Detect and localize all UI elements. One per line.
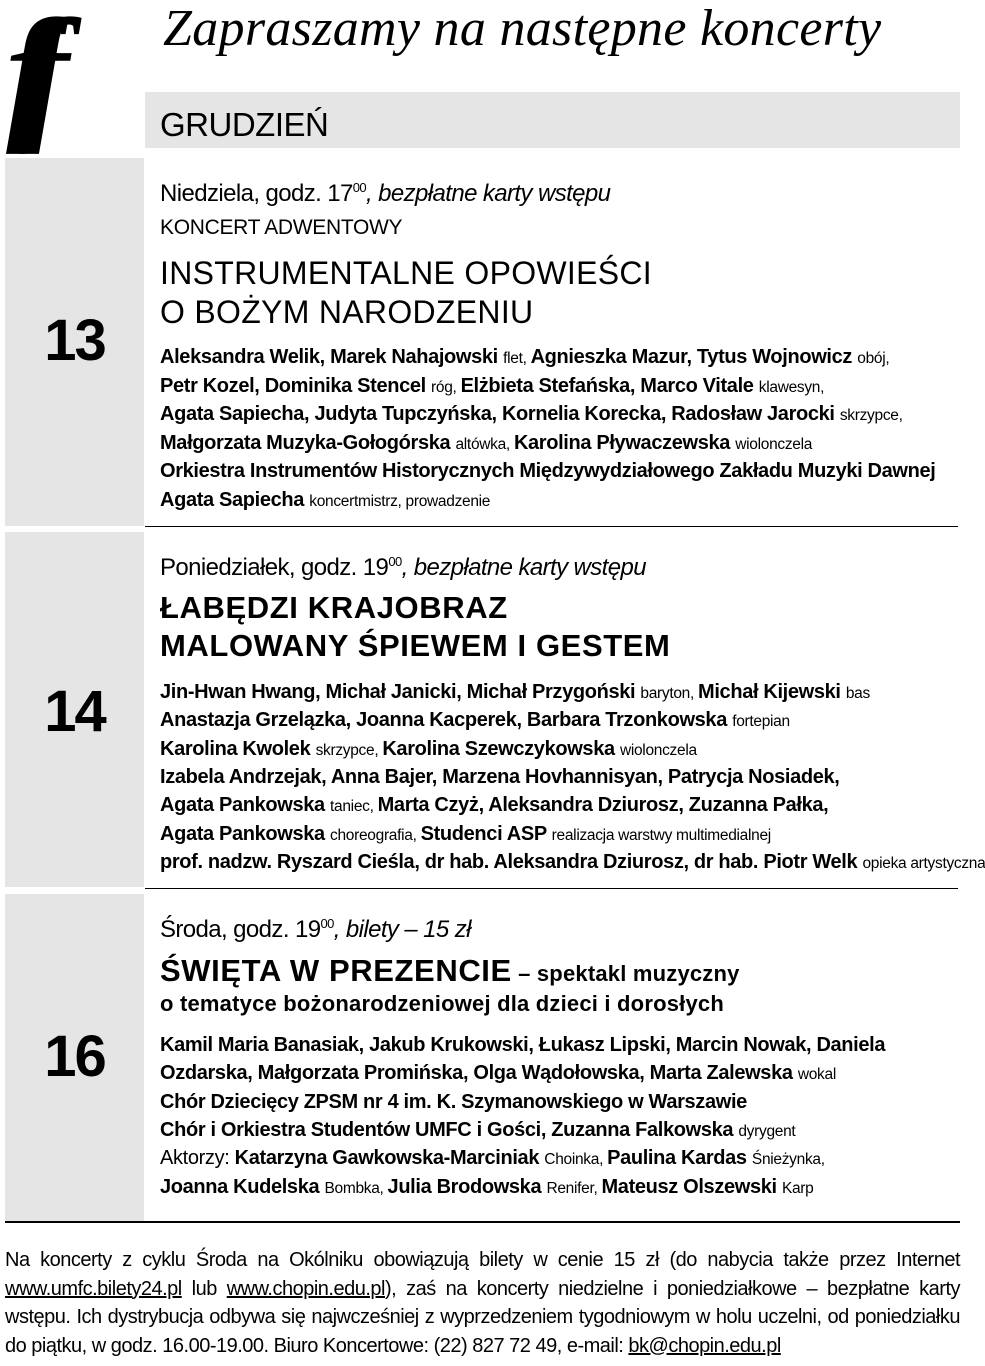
time-suffix: , bezpłatne karty wstępu (366, 180, 611, 207)
ff-logo: ff (6, 0, 36, 155)
performer-names: Petr Kozel, Dominika Stencel (160, 374, 432, 397)
performer-line (160, 679, 870, 707)
performer-role: wiolonczela (619, 741, 697, 759)
performer-names: Małgorzata Muzyka-Gołogórska (160, 431, 456, 454)
performer-names: Anastazja Grzelązka, Joanna Kacperek, Barbara Trzonkowska (160, 709, 733, 732)
performer-line (160, 1089, 747, 1115)
performer-role: skrzypce, (839, 407, 903, 425)
performer-names: Katarzyna Gawkowska-Marciniak (234, 1147, 545, 1170)
time-minutes: 00 (320, 916, 334, 931)
performer-role: klawesyn, (758, 378, 825, 396)
performer-role: dyrygent (738, 1122, 796, 1140)
performer-line (160, 1117, 795, 1145)
performer-line (160, 792, 828, 820)
performer-names: Joanna Kudelska (160, 1175, 325, 1198)
performer-role: realizacja warstwy multimedialnej (551, 826, 771, 844)
performer-names: Aleksandra Welik, Marek Nahajowski (160, 346, 504, 368)
performer-names: Michał Kijewski (698, 681, 846, 703)
performer-line (160, 430, 812, 458)
performer-names: Karolina Kwolek (160, 737, 316, 760)
performer-role: Bombka, (324, 1179, 388, 1197)
performer-line (160, 1174, 813, 1202)
event-16 (160, 908, 960, 1218)
date-cell-14 (5, 532, 144, 887)
performer-names: Karolina Szewczykowska (382, 737, 620, 760)
performer-role: koncertmistrz, prowadzenie (309, 493, 491, 510)
month-label: GRUDZIEŃ (160, 106, 329, 143)
performer-names: Julia Brodowska (387, 1175, 547, 1198)
event-title-main: ŚWIĘTA W PREZENCIE (160, 953, 512, 988)
performer-line (160, 707, 790, 735)
event-separator (145, 888, 958, 889)
performer-line (160, 764, 840, 790)
event-subtitle: o tematyce bożonarodzeniowej dla dzieci i dorosłych (160, 991, 724, 1016)
footer-divider (5, 1221, 960, 1223)
performer-role: flet, (503, 350, 531, 367)
performer-line (160, 487, 490, 515)
performer-names: Agata Sapiecha (160, 489, 310, 511)
footer-text: ), zaś na koncerty niedzielne i poniedziałkowe – bezpłatne karty wstępu. Ich dystrybucja odbywa się najwcześniej z wyprzedzeniem tygodniowym w holu uczelni, od poniedziałku do piątku, w godz. 16.00-19.00. Biuro Koncertowe: (22) 827 72 49, e-mail: (5, 1277, 961, 1357)
performer-names: Paulina Kardas (607, 1147, 752, 1170)
performer-line (160, 1060, 836, 1088)
date-cell-16 (5, 894, 144, 1221)
time-prefix: Poniedziałek, godz. 19 (160, 554, 389, 581)
performer-names: Agnieszka Mazur, Tytus Wojnowicz (530, 346, 858, 368)
performer-role: wiolonczela (735, 435, 813, 453)
performer-names: Kamil Maria Banasiak, Jakub Krukowski, Łukasz Lipski, Marcin Nowak, Daniela (160, 1034, 886, 1056)
performer-names: Orkiestra Instrumentów Historycznych Międzywydziałowego Zakładu Muzyki Dawnej (160, 460, 936, 483)
link-bilety24[interactable]: www.umfc.bilety24.pl (5, 1277, 182, 1300)
event-time (160, 910, 471, 944)
performer-line (160, 1032, 885, 1058)
performer-role: choreografia, (330, 826, 421, 844)
event-title-line: O BOŻYM NARODZENIU (160, 294, 534, 330)
performer-names: Chór Dziecięcy ZPSM nr 4 im. K. Szymanowskiego w Warszawie (160, 1090, 747, 1113)
performer-role: taniec, (330, 798, 378, 816)
performer-role: fortepian (732, 713, 790, 731)
performer-role: baryton, (640, 685, 699, 702)
event-title (160, 953, 740, 989)
performer-line (160, 458, 935, 484)
event-title-suffix: – spektakl muzyczny (511, 961, 740, 986)
time-prefix: Niedziela, godz. 17 (160, 180, 353, 207)
performer-names: Studenci ASP (420, 822, 552, 845)
performer-line (160, 849, 985, 877)
performer-names: prof. nadzw. Ryszard Cieśla, dr hab. Aleksandra Dziurosz, dr hab. Piotr Welk (160, 850, 863, 873)
performer-names: Agata Sapiecha, Judyta Tupczyńska, Kornelia Korecka, Radosław Jarocki (160, 403, 840, 426)
event-title-line: MALOWANY ŚPIEWEM I GESTEM (160, 628, 671, 663)
performer-names: Marta Czyż, Aleksandra Dziurosz, Zuzanna Pałka, (377, 794, 829, 817)
footer-info (5, 1246, 960, 1360)
performer-role: wokal (797, 1066, 836, 1084)
performer-heading: Aktorzy: (160, 1147, 235, 1170)
performer-line (160, 401, 903, 429)
event-title-line: INSTRUMENTALNE OPOWIEŚCI (160, 255, 652, 291)
event-13 (160, 170, 960, 520)
performer-role: obój, (857, 350, 890, 367)
performer-role: róg, (431, 378, 461, 396)
event-14 (160, 546, 985, 886)
date-cell-13 (5, 158, 144, 526)
performer-names: Agata Pankowska (160, 822, 331, 845)
performer-line (160, 344, 889, 372)
performer-role: Renifer, (546, 1179, 602, 1197)
performer-role: bas (845, 685, 870, 702)
time-minutes: 00 (352, 180, 366, 195)
event-title-line: ŁABĘDZI KRAJOBRAZ (160, 590, 508, 625)
performer-line (160, 1145, 825, 1173)
time-prefix: Środa, godz. 19 (160, 916, 321, 943)
footer-text: Na koncerty z cyklu Środa na Okólniku obowiązują bilety w cenie 15 zł (do nabycia także przez Internet (5, 1249, 960, 1271)
time-minutes: 00 (388, 554, 402, 569)
performer-role: Śnieżynka, (751, 1151, 825, 1169)
performer-names: Agata Pankowska (160, 794, 331, 817)
performer-role: opieka artystyczna (862, 854, 985, 872)
performer-names: Ozdarska, Małgorzata Promińska, Olga Wądołowska, Marta Zalewska (160, 1062, 798, 1085)
performer-names: Karolina Pływaczewska (513, 431, 736, 454)
date-number: 16 (44, 1024, 105, 1089)
performer-role: altówka, (455, 435, 514, 453)
month-header (145, 92, 960, 148)
footer-text: lub (181, 1277, 227, 1300)
performer-names: Chór i Orkiestra Studentów UMFC i Gości, Zuzanna Falkowska (160, 1118, 739, 1141)
event-label: KONCERT ADWENTOWY (160, 216, 403, 239)
event-separator (145, 526, 958, 527)
performer-line (160, 373, 824, 401)
performer-names: Izabela Andrzejak, Anna Bajer, Marzena Hovhannisyan, Patrycja Nosiadek, (160, 765, 840, 788)
performer-role: Karp (781, 1179, 814, 1197)
time-suffix: , bilety – 15 zł (333, 916, 471, 943)
performer-line (160, 821, 771, 849)
email-link[interactable]: bk@chopin.edu.pl (628, 1334, 781, 1357)
time-suffix: , bezpłatne karty wstępu (401, 554, 646, 581)
performer-role: skrzypce, (315, 741, 383, 759)
date-number: 13 (44, 308, 105, 373)
performer-role: Choinka, (544, 1151, 608, 1169)
performer-line (160, 736, 697, 764)
page-title: Zapraszamy na następne koncerty (163, 0, 882, 57)
link-chopin[interactable]: www.chopin.edu.pl (226, 1277, 385, 1300)
event-time (160, 174, 610, 208)
performer-names: Jin-Hwan Hwang, Michał Janicki, Michał Przygoński (160, 681, 641, 703)
performer-names: Mateusz Olszewski (601, 1175, 782, 1198)
performer-names: Elżbieta Stefańska, Marco Vitale (460, 374, 759, 397)
event-time (160, 548, 646, 582)
date-number: 14 (44, 679, 105, 744)
